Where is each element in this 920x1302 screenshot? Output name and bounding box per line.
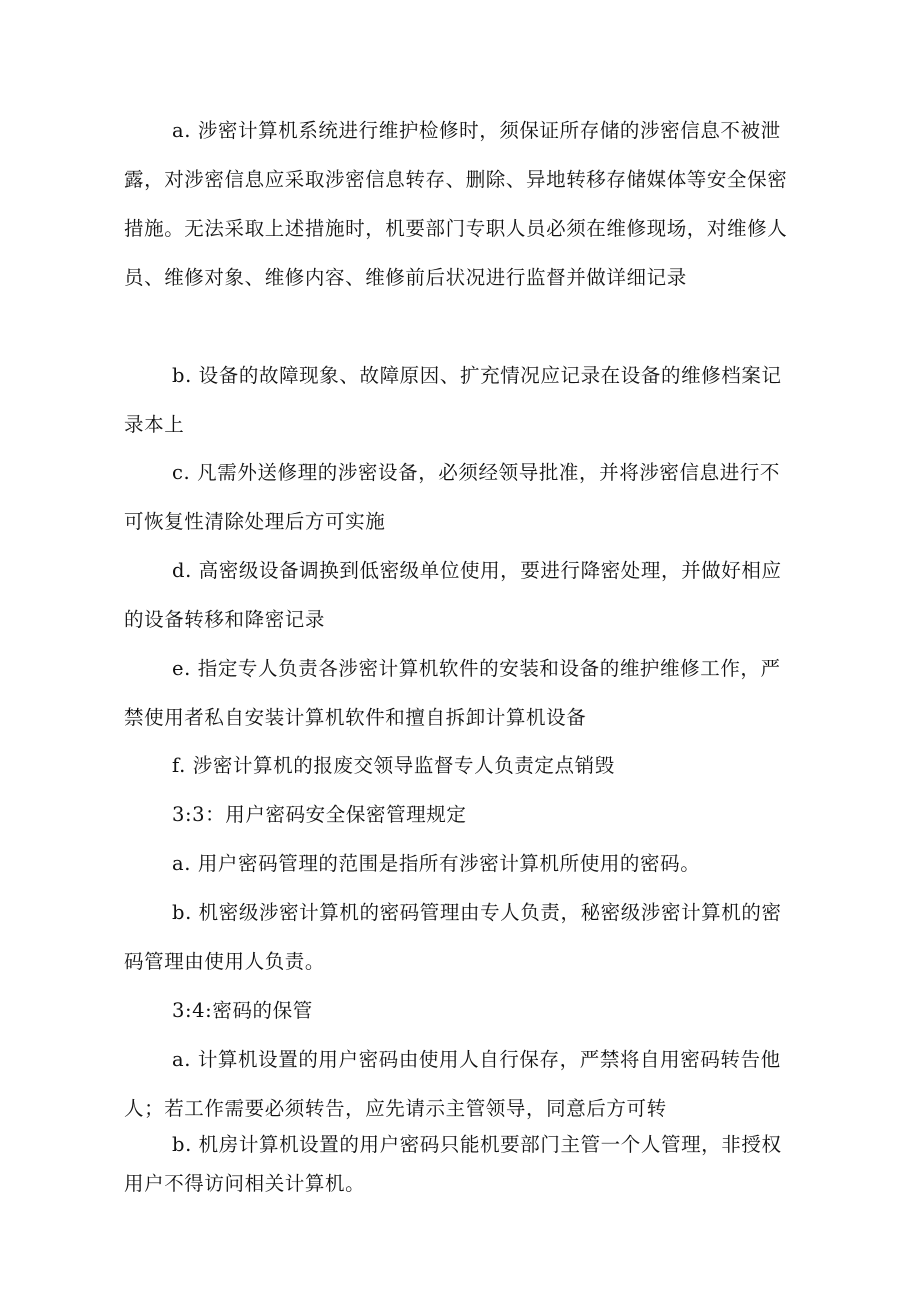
paragraph-storage-b: b. 机房计算机设置的用户密码只能机要部门主管一个人管理，非授权用户不得访问相关计算机。 [124,1133,782,1195]
paragraph-maintenance-e: e. 指定专人负责各涉密计算机软件的安装和设备的维护维修工作，严禁使用者私自安装计算机软件和擅自拆卸计算机设备 [124,657,781,729]
paragraph-maintenance-f: f. 涉密计算机的报废交领导监督专人负责定点销毁 [172,754,615,777]
paragraph-storage-a: a. 计算机设置的用户密码由使用人自行保存，严禁将自用密码转告他人；若工作需要必须转告，应先请示主管领导，同意后方可转 [124,1048,781,1120]
paragraph-maintenance-b: b. 设备的故障现象、故障原因、扩充情况应记录在设备的维修档案记录本上 [124,364,782,436]
paragraph-password-a: a. 用户密码管理的范围是指所有涉密计算机所使用的密码。 [172,852,701,875]
paragraph-maintenance-c: c. 凡需外送修理的涉密设备，必须经领导批准，并将涉密信息进行不可恢复性清除处理后方可实施 [124,461,781,533]
paragraph-maintenance-d: d. 高密级设备调换到低密级单位使用，要进行降密处理，并做好相应的设备转移和降密记录 [124,559,782,631]
section-heading-3-4: 3:4:密码的保管 [172,999,313,1022]
paragraph-maintenance-a: a. 涉密计算机系统进行维护检修时，须保证所存储的涉密信息不被泄露，对涉密信息应采取涉密信息转存、删除、异地转移存储媒体等安全保密措施。无法采取上述措施时，机要部门专职人员必须在维修现场，对维修人员、维修对象、维修内容、维修前后状况进行监督并做详细记录 [124,119,788,289]
paragraph-password-b: b. 机密级涉密计算机的密码管理由专人负责，秘密级涉密计算机的密码管理由使用人负责。 [124,901,782,973]
section-heading-3-3: 3:3：用户密码安全保密管理规定 [172,803,467,826]
